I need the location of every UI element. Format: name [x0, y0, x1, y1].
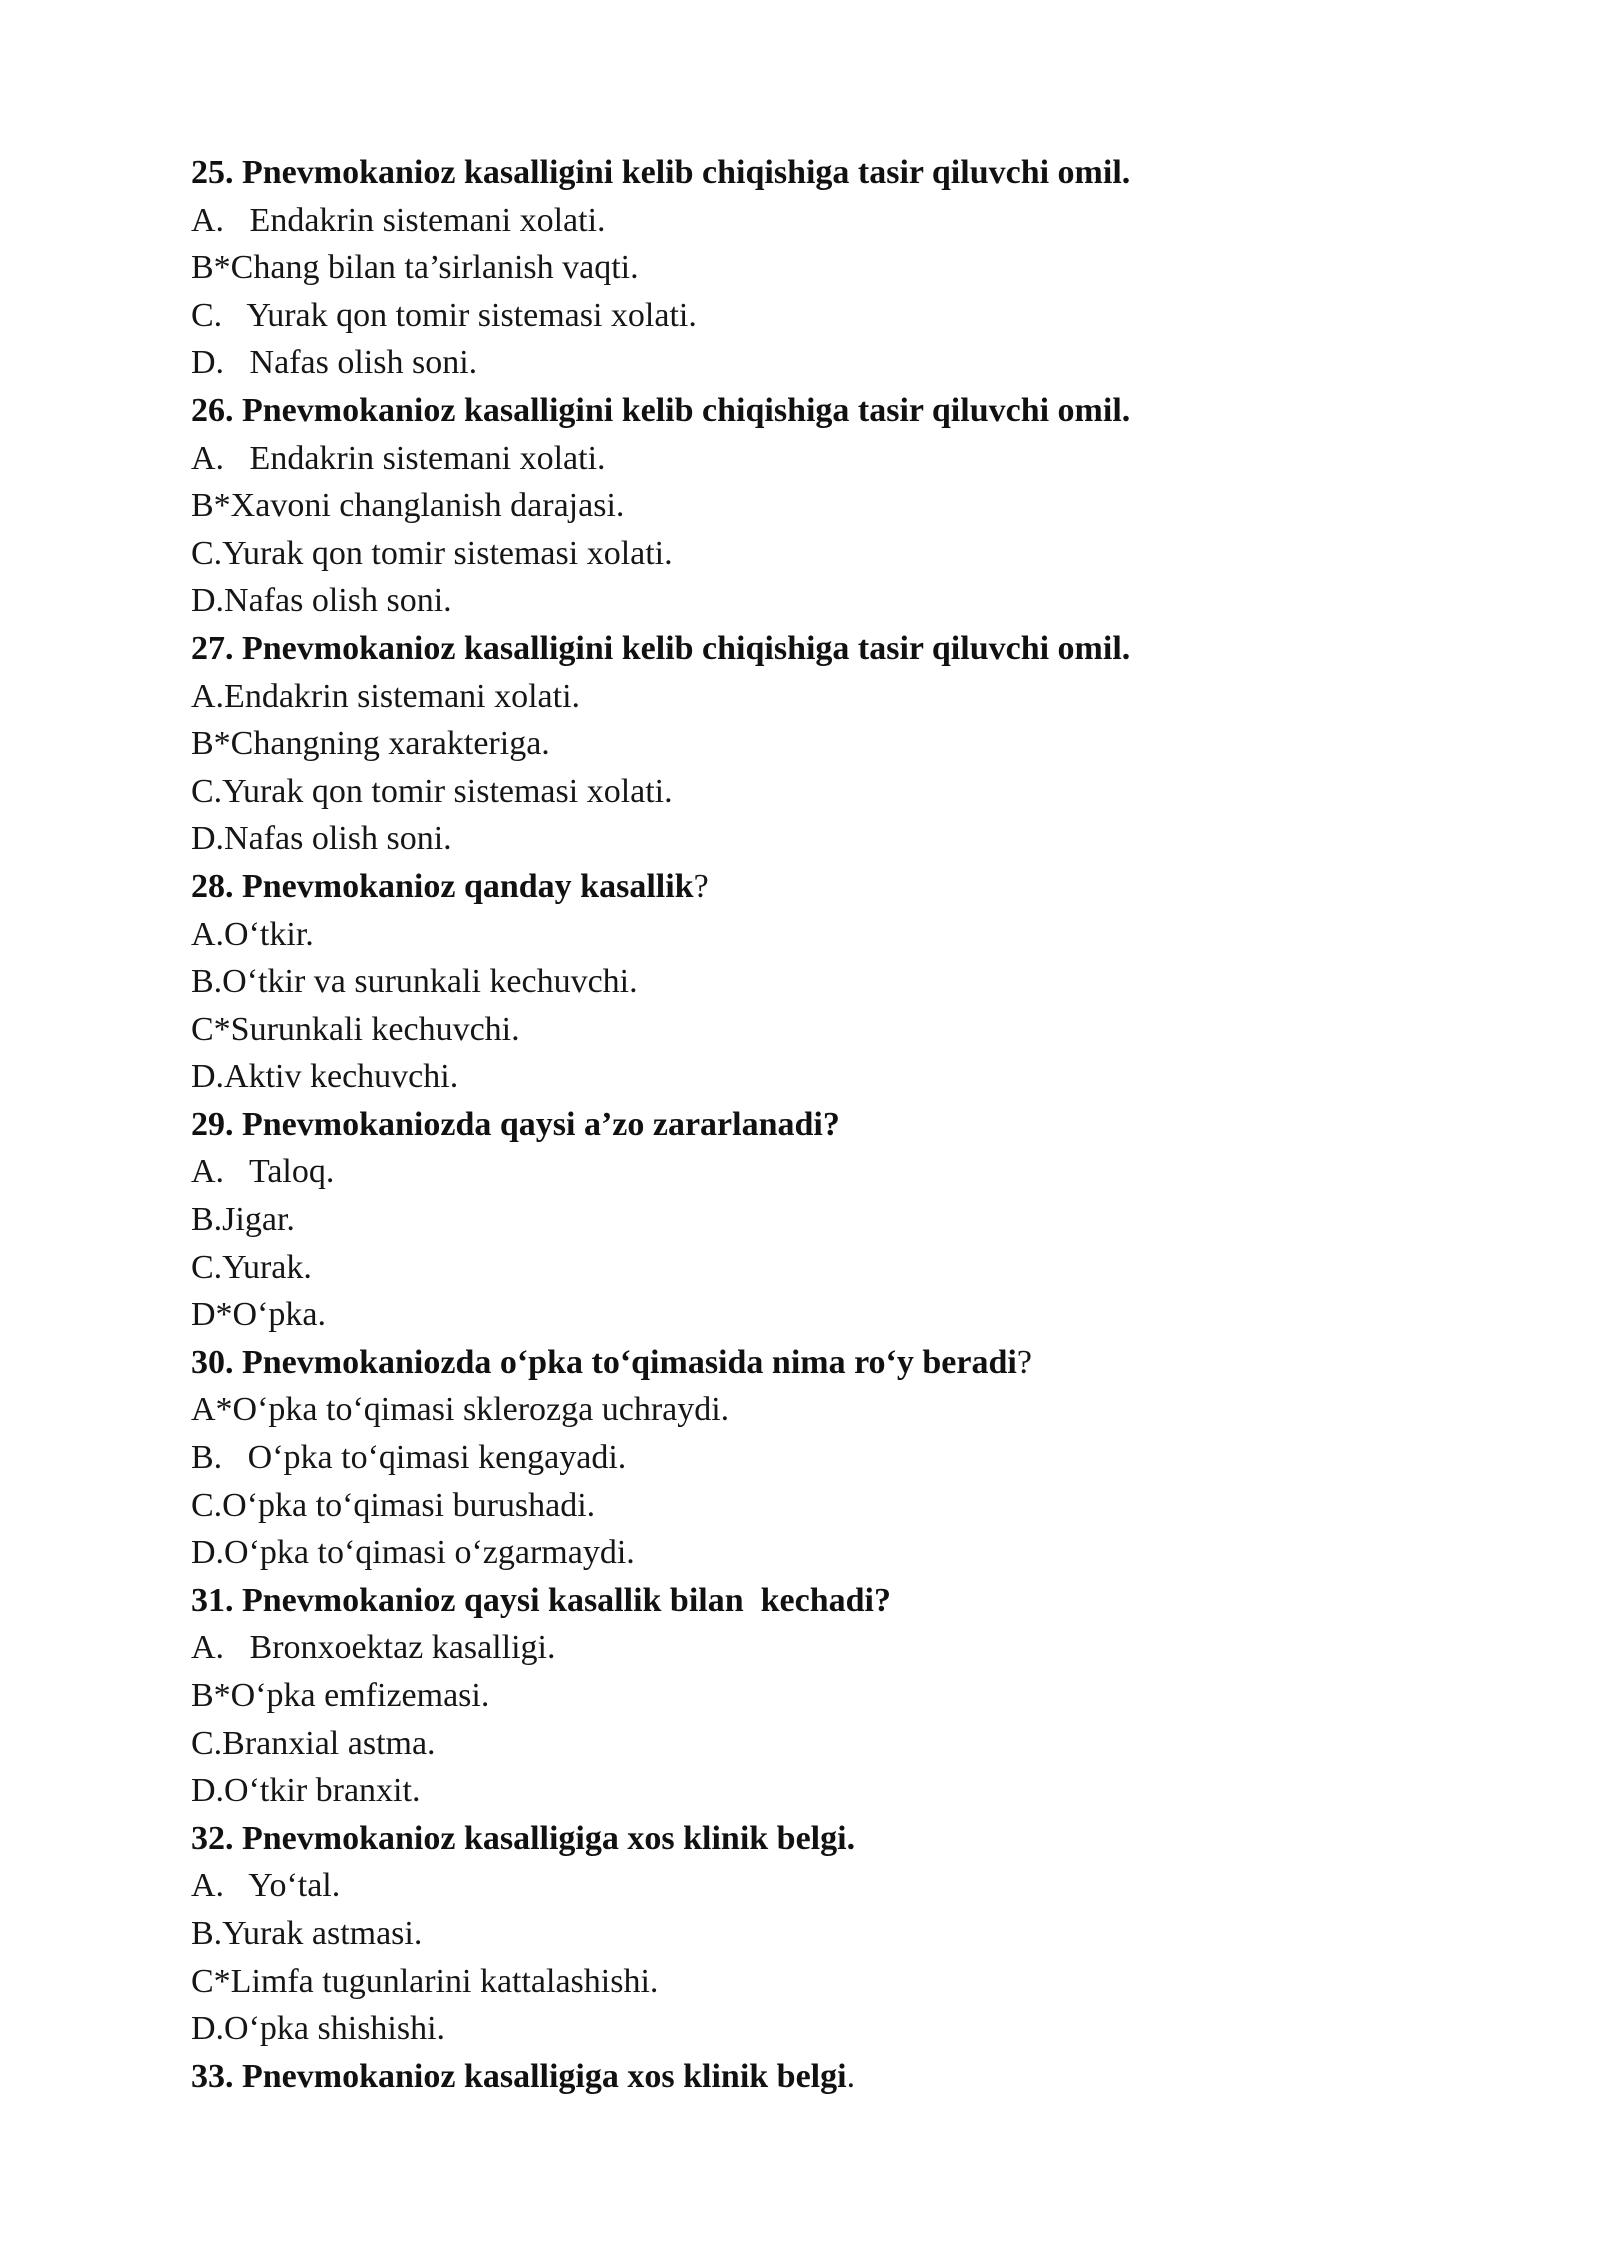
question-33-title-line: [191, 2053, 1431, 2101]
question-28-title-suffix: ?: [693, 867, 709, 905]
question-31-option-a: A. Bronxoektaz kasalligi.: [191, 1629, 556, 1667]
question-30-option-d: D.O‘pka to‘qimasi o‘zgarmaydi.: [191, 1534, 635, 1572]
question-26-option-b: B*Xavoni changlanish darajasi.: [191, 487, 625, 525]
question-31-option-c: C.Branxial astma.: [191, 1724, 436, 1762]
question-25-option-b: B*Chang bilan ta’sirlanish vaqti.: [191, 249, 639, 287]
question-27-option-c: C.Yurak qon tomir sistemasi xolati.: [191, 772, 673, 810]
question-32-option-d: D.O‘pka shishishi.: [191, 2010, 446, 2048]
question-28-option-a: A.O‘tkir.: [191, 915, 314, 953]
question-28-option-d: D.Aktiv kechuvchi.: [191, 1058, 459, 1096]
question-32-option-c: C*Limfa tugunlarini kattalashishi.: [191, 1962, 659, 2000]
question-28-title-line: [191, 863, 1431, 911]
question-27-option-b: B*Changning xarakteriga.: [191, 725, 550, 763]
question-28-option-c: C*Surunkali kechuvchi.: [191, 1010, 520, 1048]
question-29-option-d: D*O‘pka.: [191, 1296, 327, 1334]
question-33-title: 33. Pnevmokanioz kasalligiga xos klinik belgi: [191, 2057, 847, 2095]
question-31-title: 31. Pnevmokanioz qaysi kasallik bilan kechadi?: [191, 1581, 891, 1619]
question-30-title: 30. Pnevmokaniozda o‘pka to‘qimasida nima ro‘y beradi: [191, 1343, 1017, 1381]
question-30-option-c: C.O‘pka to‘qimasi burushadi.: [191, 1486, 596, 1524]
question-32-title: 32. Pnevmokanioz kasalligiga xos klinik belgi.: [191, 1819, 856, 1857]
question-27-title: 27. Pnevmokanioz kasalligini kelib chiqishiga tasir qiluvchi omil.: [191, 629, 1131, 667]
question-31-option-b: B*O‘pka emfizemasi.: [191, 1677, 490, 1714]
question-25-option-a: A. Endakrin sistemani xolati.: [191, 201, 606, 239]
question-32-option-b: B.Yurak astmasi.: [191, 1914, 423, 1952]
question-25-option-c: C. Yurak qon tomir sistemasi xolati.: [191, 296, 697, 334]
question-33-title-suffix: .: [846, 2057, 856, 2095]
question-29-option-b: B.Jigar.: [191, 1201, 295, 1239]
question-29-option-c: C.Yurak.: [191, 1248, 312, 1286]
question-30-title-line: [191, 1339, 1431, 1387]
question-30-option-b: B. O‘pka to‘qimasi kengayadi.: [191, 1439, 627, 1477]
question-26-option-c: C.Yurak qon tomir sistemasi xolati.: [191, 534, 673, 572]
question-29-title: 29. Pnevmokaniozda qaysi a’zo zararlanadi?: [191, 1105, 840, 1143]
question-32-option-a: A. Yo‘tal.: [191, 1867, 341, 1905]
question-26-title: 26. Pnevmokanioz kasalligini kelib chiqishiga tasir qiluvchi omil.: [191, 391, 1131, 429]
question-26-option-d: D.Nafas olish soni.: [191, 582, 452, 620]
question-30-option-a: A*O‘pka to‘qimasi sklerozga uchraydi.: [191, 1391, 730, 1429]
question-27-option-a: A.Endakrin sistemani xolati.: [191, 677, 581, 715]
question-25-option-d: D. Nafas olish soni.: [191, 344, 478, 382]
question-26-option-a: A. Endakrin sistemani xolati.: [191, 439, 606, 477]
question-27-option-d: D.Nafas olish soni.: [191, 820, 452, 858]
question-31-option-d: D.O‘tkir branxit.: [191, 1772, 421, 1810]
question-list: [191, 149, 1431, 2100]
question-25-title: 25. Pnevmokanioz kasalligini kelib chiqishiga tasir qiluvchi omil.: [191, 154, 1131, 191]
question-30-title-suffix: ?: [1016, 1343, 1032, 1381]
question-28-option-b: B.O‘tkir va surunkali kechuvchi.: [191, 963, 638, 1001]
question-29-option-a: A. Taloq.: [191, 1153, 335, 1191]
question-28-title: 28. Pnevmokanioz qanday kasallik: [191, 867, 694, 905]
